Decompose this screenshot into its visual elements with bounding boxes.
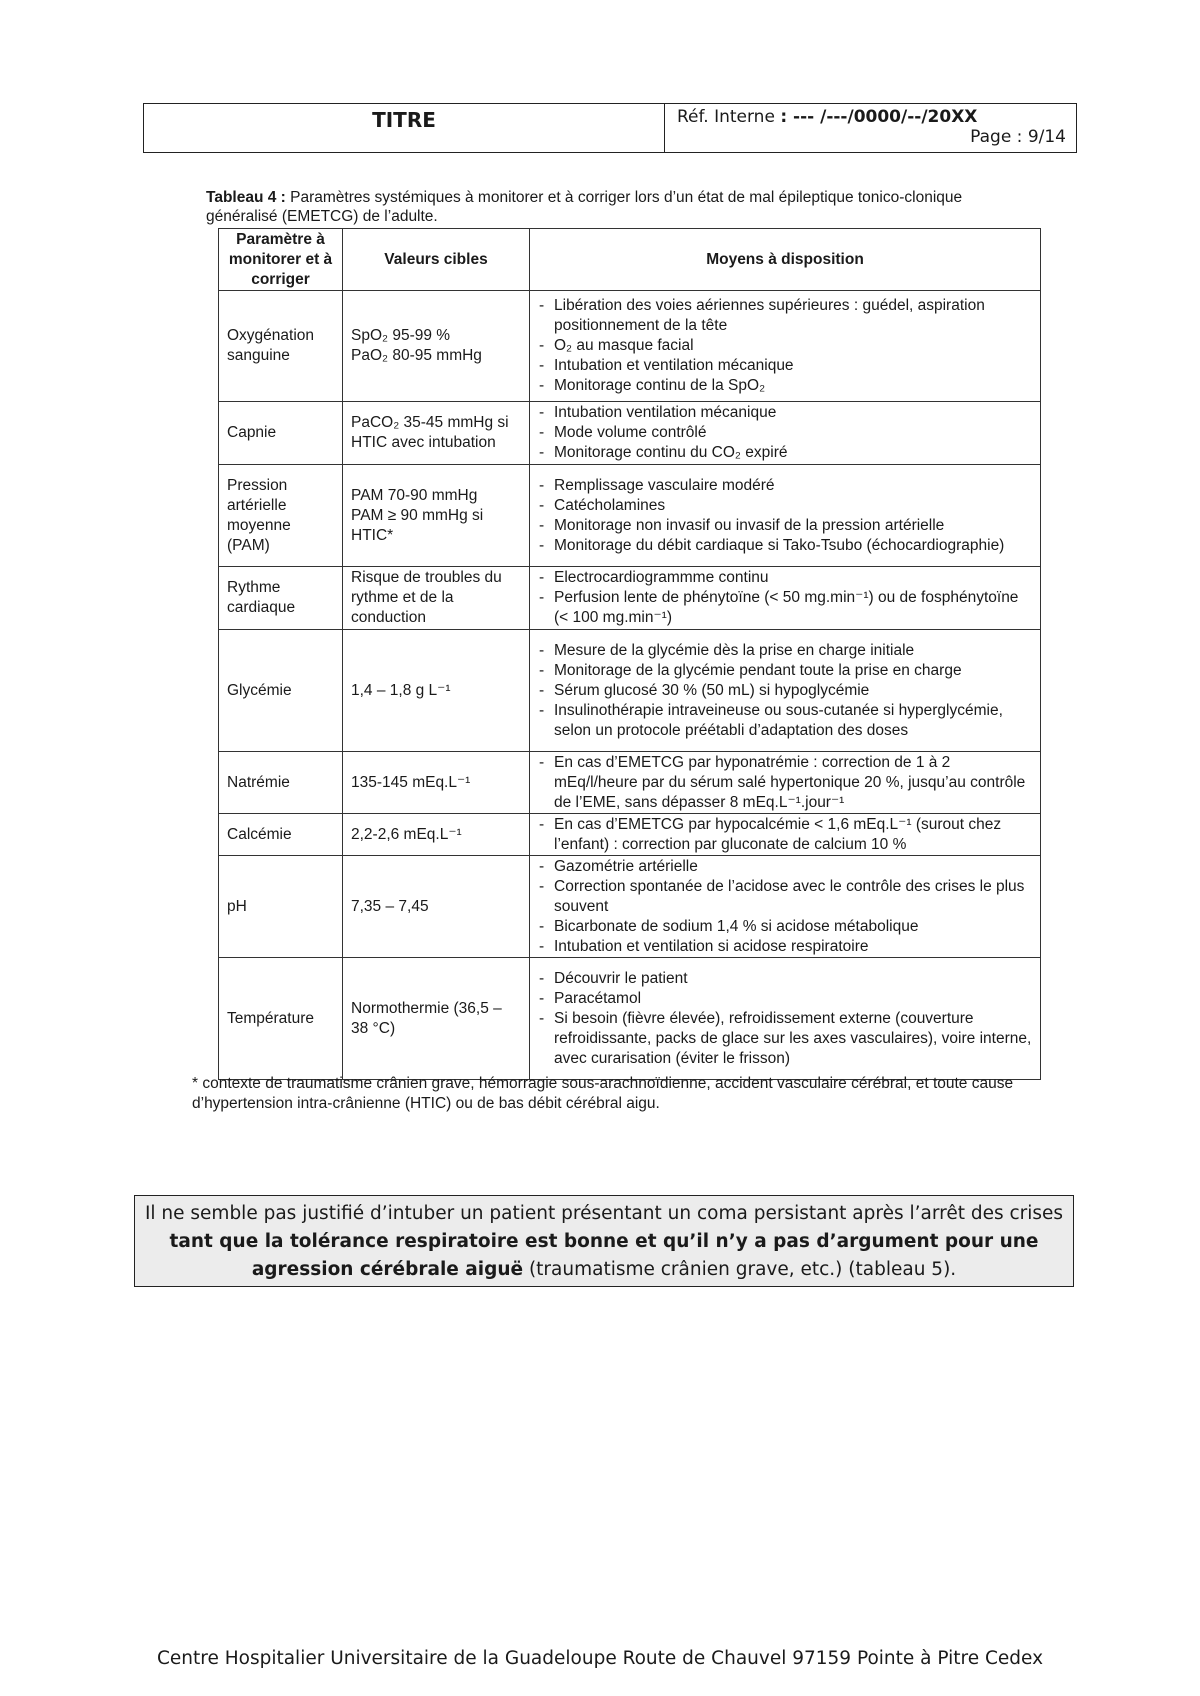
list-item: - Monitorage de la glycémie pendant toute la prise en charge [538,661,1032,681]
note-emphasis: tant que la tolérance respiratoire est bonne et qu’il n’y a pas d’argument pour une agression cérébrale aiguë [169,1231,1039,1280]
list-item: - O₂ au masque facial [538,336,1032,356]
values-cell: 2,2-2,6 mEq.L⁻¹ [343,814,530,856]
list-item: - Electrocardiogrammme continu [538,568,1032,588]
reference-code: : --- /---/0000/--/20XX [780,107,978,127]
list-item: - Paracétamol [538,989,1032,1009]
table-footnote: * contexte de traumatisme crânien grave, hémorragie sous-arachnoïdienne, accident vasculaire cérébral, et toute cause d’hypertension intra-crânienne (HTIC) ou de bas débit cérébral aigu. [192,1075,1014,1112]
reference-line [677,107,1066,127]
means-cell [530,567,1041,630]
list-item: - Mode volume contrôlé [538,423,1032,443]
param-cell: Calcémie [219,814,343,856]
list-item: - Intubation ventilation mécanique [538,403,1032,423]
list-item: - En cas d’EMETCG par hypocalcémie < 1,6 mEq.L⁻¹ (surout chez l’enfant) : correction par gluconate de calcium 10 % [538,815,1032,855]
list-item: - Mesure de la glycémie dès la prise en charge initiale [538,641,1032,661]
list-item: - En cas d’EMETCG par hyponatrémie : correction de 1 à 2 mEq/l/heure par du sérum salé hypertonique 20 %, jusqu’au contrôle de l’EME, sans dépasser 8 mEq.L⁻¹.jour⁻¹ [538,753,1032,813]
values-cell: 135-145 mEq.L⁻¹ [343,752,530,814]
list-item: - Gazométrie artérielle [538,857,1032,877]
table-row [219,630,1041,752]
means-cell [530,291,1041,402]
means-cell [530,752,1041,814]
table-header-row [219,229,1041,291]
list-item: - Monitorage continu du CO₂ expiré [538,443,1032,463]
list-item: - Catécholamines [538,496,1032,516]
values-cell: PAM 70-90 mmHg PAM ≥ 90 mmHg si HTIC* [343,465,530,567]
caption-label: Tableau 4 : [206,189,286,206]
param-cell: Pression artérielle moyenne (PAM) [219,465,343,567]
values-cell: SpO₂ 95-99 % PaO₂ 80-95 mmHg [343,291,530,402]
document-header [143,103,1077,153]
values-cell: 7,35 – 7,45 [343,856,530,958]
header-means: Moyens à disposition [530,229,1041,291]
page-number: Page : 9/14 [970,127,1066,147]
table-row [219,752,1041,814]
parameters-table [218,228,1041,1080]
header-parameter: Paramètre à monitorer et à corriger [219,229,343,291]
table-row [219,856,1041,958]
highlight-note [134,1195,1074,1287]
means-cell [530,856,1041,958]
list-item: - Si besoin (fièvre élevée), refroidissement externe (couverture refroidissante, packs de glace sur les axes vasculaires), voire interne, avec curarisation (éviter le frisson) [538,1009,1032,1069]
table-row [219,402,1041,465]
note-intro: Il ne semble pas justifié d’intuber un patient présentant un coma persistant après l’arrêt des crises [144,1203,1064,1224]
param-cell: Glycémie [219,630,343,752]
values-cell: PaCO₂ 35-45 mmHg si HTIC avec intubation [343,402,530,465]
list-item: - Intubation et ventilation mécanique [538,356,1032,376]
means-cell [530,630,1041,752]
list-item: - Monitorage non invasif ou invasif de la pression artérielle [538,516,1032,536]
values-cell: Risque de troubles du rythme et de la conduction [343,567,530,630]
list-item: - Monitorage du débit cardiaque si Tako-Tsubo (échocardiographie) [538,536,1032,556]
means-cell [530,465,1041,567]
list-item: - Sérum glucosé 30 % (50 mL) si hypoglycémie [538,681,1032,701]
table-row [219,291,1041,402]
param-cell: Rythme cardiaque [219,567,343,630]
list-item: - Insulinothérapie intraveineuse ou sous-cutanée si hyperglycémie, selon un protocole préétabli d’adaptation des doses [538,701,1032,741]
table-row [219,465,1041,567]
list-item: - Intubation et ventilation si acidose respiratoire [538,937,1032,957]
reference-block [665,104,1076,152]
table-caption [206,188,1032,226]
note-outro: (traumatisme crânien grave, etc.) (tableau 5). [523,1259,957,1280]
list-item: - Bicarbonate de sodium 1,4 % si acidose métabolique [538,917,1032,937]
means-cell [530,402,1041,465]
param-cell: Température [219,958,343,1080]
values-cell: Normothermie (36,5 – 38 °C) [343,958,530,1080]
means-cell [530,814,1041,856]
means-cell [530,958,1041,1080]
param-cell: Natrémie [219,752,343,814]
list-item: - Correction spontanée de l’acidose avec le contrôle des crises le plus souvent [538,877,1032,917]
param-cell: pH [219,856,343,958]
header-target-values: Valeurs cibles [343,229,530,291]
list-item: - Monitorage continu de la SpO₂ [538,376,1032,396]
param-cell: Oxygénation sanguine [219,291,343,402]
table-row [219,958,1041,1080]
table-row [219,567,1041,630]
reference-label: Réf. Interne [677,107,781,127]
list-item: - Perfusion lente de phénytoïne (< 50 mg.min⁻¹) ou de fosphénytoïne (< 100 mg.min⁻¹) [538,588,1032,628]
caption-text: Paramètres systémiques à monitorer et à corriger lors d’un état de mal épileptique tonico-clonique généralisé (EMETCG) de l’adulte. [206,189,963,225]
page-footer: Centre Hospitalier Universitaire de la Guadeloupe Route de Chauvel 97159 Pointe à Pitre Cedex [156,1648,1044,1669]
list-item: - Remplissage vasculaire modéré [538,476,1032,496]
document-title: TITRE [144,104,665,152]
table-row [219,814,1041,856]
param-cell: Capnie [219,402,343,465]
list-item: - Libération des voies aériennes supérieures : guédel, aspiration positionnement de la tête [538,296,1032,336]
list-item: - Découvrir le patient [538,969,1032,989]
values-cell: 1,4 – 1,8 g L⁻¹ [343,630,530,752]
